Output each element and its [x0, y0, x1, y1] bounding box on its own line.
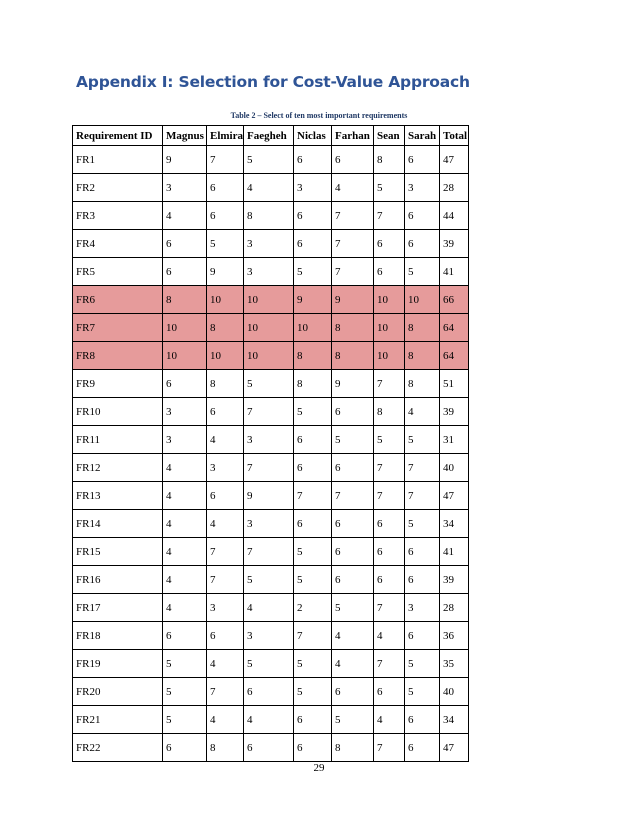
cell-elmira: 8 [207, 314, 244, 342]
cell-sean: 8 [374, 398, 405, 426]
cell-niclas: 6 [294, 202, 332, 230]
cell-magnus: 5 [163, 706, 207, 734]
cell-farhan: 8 [332, 734, 374, 762]
cell-niclas: 6 [294, 146, 332, 174]
cell-sarah: 6 [405, 566, 440, 594]
cell-sean: 6 [374, 510, 405, 538]
cell-faegheh: 3 [244, 230, 294, 258]
cell-sean: 7 [374, 202, 405, 230]
cell-sean: 5 [374, 174, 405, 202]
cell-sarah: 6 [405, 706, 440, 734]
cell-sarah: 6 [405, 146, 440, 174]
cell-magnus: 8 [163, 286, 207, 314]
header-elmira: Elmira [207, 126, 244, 146]
cell-total: 47 [440, 146, 469, 174]
cell-niclas: 7 [294, 622, 332, 650]
cell-elmira: 6 [207, 482, 244, 510]
cell-faegheh: 5 [244, 146, 294, 174]
cell-magnus: 4 [163, 202, 207, 230]
cell-requirement-id: FR4 [73, 230, 163, 258]
table-row [73, 146, 469, 174]
cell-farhan: 6 [332, 678, 374, 706]
cell-requirement-id: FR3 [73, 202, 163, 230]
cell-total: 40 [440, 454, 469, 482]
table-row [73, 314, 469, 342]
cell-requirement-id: FR20 [73, 678, 163, 706]
cell-total: 41 [440, 538, 469, 566]
cell-total: 34 [440, 706, 469, 734]
cell-farhan: 7 [332, 202, 374, 230]
cell-sarah: 7 [405, 482, 440, 510]
cell-elmira: 7 [207, 678, 244, 706]
cell-faegheh: 6 [244, 734, 294, 762]
cell-total: 44 [440, 202, 469, 230]
cell-faegheh: 5 [244, 566, 294, 594]
table-row [73, 650, 469, 678]
cell-farhan: 5 [332, 426, 374, 454]
cell-sarah: 3 [405, 594, 440, 622]
cell-requirement-id: FR15 [73, 538, 163, 566]
cell-faegheh: 5 [244, 650, 294, 678]
table-row [73, 482, 469, 510]
table-row [73, 566, 469, 594]
cell-sean: 6 [374, 538, 405, 566]
cell-magnus: 4 [163, 594, 207, 622]
cell-sarah: 5 [405, 258, 440, 286]
cell-requirement-id: FR12 [73, 454, 163, 482]
cell-faegheh: 8 [244, 202, 294, 230]
cell-total: 64 [440, 342, 469, 370]
header-sarah: Sarah [405, 126, 440, 146]
cell-niclas: 6 [294, 426, 332, 454]
cell-magnus: 6 [163, 370, 207, 398]
cell-magnus: 9 [163, 146, 207, 174]
cell-niclas: 5 [294, 258, 332, 286]
cell-elmira: 4 [207, 706, 244, 734]
cell-magnus: 10 [163, 314, 207, 342]
cell-requirement-id: FR22 [73, 734, 163, 762]
table-caption: Table 2 – Select of ten most important requirements [230, 111, 408, 120]
cell-faegheh: 4 [244, 706, 294, 734]
cell-elmira: 8 [207, 734, 244, 762]
cell-niclas: 5 [294, 566, 332, 594]
cell-requirement-id: FR7 [73, 314, 163, 342]
cell-total: 47 [440, 734, 469, 762]
cell-elmira: 4 [207, 510, 244, 538]
cell-elmira: 10 [207, 286, 244, 314]
table-row [73, 538, 469, 566]
cell-requirement-id: FR2 [73, 174, 163, 202]
cell-farhan: 7 [332, 230, 374, 258]
cell-elmira: 3 [207, 454, 244, 482]
table-row [73, 454, 469, 482]
cell-magnus: 4 [163, 454, 207, 482]
cell-sean: 7 [374, 370, 405, 398]
cell-sarah: 10 [405, 286, 440, 314]
cell-faegheh: 7 [244, 398, 294, 426]
cell-faegheh: 5 [244, 370, 294, 398]
cell-magnus: 6 [163, 258, 207, 286]
cell-farhan: 5 [332, 594, 374, 622]
cell-total: 40 [440, 678, 469, 706]
cell-sean: 10 [374, 286, 405, 314]
cell-farhan: 6 [332, 398, 374, 426]
cell-total: 34 [440, 510, 469, 538]
cell-niclas: 9 [294, 286, 332, 314]
header-requirement-id: Requirement ID [73, 126, 163, 146]
cell-faegheh: 6 [244, 678, 294, 706]
cell-faegheh: 3 [244, 510, 294, 538]
cell-faegheh: 4 [244, 174, 294, 202]
cell-sarah: 5 [405, 426, 440, 454]
cell-magnus: 3 [163, 174, 207, 202]
table-row [73, 734, 469, 762]
cell-niclas: 5 [294, 538, 332, 566]
appendix-heading: Appendix I: Selection for Cost-Value Approach [76, 73, 470, 91]
cell-total: 66 [440, 286, 469, 314]
cell-farhan: 8 [332, 314, 374, 342]
cell-niclas: 6 [294, 230, 332, 258]
cell-farhan: 6 [332, 454, 374, 482]
table-row [73, 426, 469, 454]
cell-sarah: 5 [405, 678, 440, 706]
cell-faegheh: 10 [244, 314, 294, 342]
cell-faegheh: 10 [244, 286, 294, 314]
cell-faegheh: 9 [244, 482, 294, 510]
cell-sean: 6 [374, 258, 405, 286]
header-farhan: Farhan [332, 126, 374, 146]
cell-total: 39 [440, 566, 469, 594]
cell-elmira: 7 [207, 538, 244, 566]
cell-sean: 10 [374, 342, 405, 370]
cell-sean: 6 [374, 230, 405, 258]
cell-requirement-id: FR16 [73, 566, 163, 594]
header-total: Total [440, 126, 469, 146]
cell-total: 47 [440, 482, 469, 510]
cell-sarah: 6 [405, 538, 440, 566]
cell-elmira: 6 [207, 398, 244, 426]
cell-faegheh: 10 [244, 342, 294, 370]
cell-magnus: 4 [163, 566, 207, 594]
cell-total: 28 [440, 174, 469, 202]
cell-farhan: 4 [332, 622, 374, 650]
header-faegheh: Faegheh [244, 126, 294, 146]
cell-farhan: 6 [332, 146, 374, 174]
cell-sean: 4 [374, 706, 405, 734]
page-number: 29 [313, 762, 325, 774]
cell-elmira: 7 [207, 566, 244, 594]
cell-total: 31 [440, 426, 469, 454]
cell-magnus: 5 [163, 650, 207, 678]
cell-requirement-id: FR18 [73, 622, 163, 650]
cell-sarah: 3 [405, 174, 440, 202]
cell-niclas: 6 [294, 706, 332, 734]
cell-sean: 8 [374, 146, 405, 174]
cell-sarah: 6 [405, 622, 440, 650]
cell-requirement-id: FR1 [73, 146, 163, 174]
cell-niclas: 5 [294, 678, 332, 706]
cell-sarah: 8 [405, 342, 440, 370]
cell-magnus: 10 [163, 342, 207, 370]
cell-elmira: 6 [207, 174, 244, 202]
cell-sean: 6 [374, 566, 405, 594]
cell-farhan: 7 [332, 482, 374, 510]
cell-requirement-id: FR14 [73, 510, 163, 538]
cell-faegheh: 3 [244, 258, 294, 286]
cell-faegheh: 7 [244, 454, 294, 482]
table-row [73, 342, 469, 370]
cell-total: 64 [440, 314, 469, 342]
cell-magnus: 3 [163, 426, 207, 454]
cell-farhan: 4 [332, 650, 374, 678]
cell-sean: 7 [374, 482, 405, 510]
table-row [73, 622, 469, 650]
cell-elmira: 4 [207, 426, 244, 454]
table-row [73, 286, 469, 314]
cell-niclas: 6 [294, 454, 332, 482]
cell-niclas: 8 [294, 342, 332, 370]
cell-elmira: 8 [207, 370, 244, 398]
cell-elmira: 3 [207, 594, 244, 622]
cell-total: 35 [440, 650, 469, 678]
table-row [73, 174, 469, 202]
cell-faegheh: 3 [244, 426, 294, 454]
cell-total: 41 [440, 258, 469, 286]
cell-sean: 7 [374, 650, 405, 678]
cell-magnus: 3 [163, 398, 207, 426]
cell-niclas: 5 [294, 650, 332, 678]
cell-requirement-id: FR5 [73, 258, 163, 286]
cell-faegheh: 3 [244, 622, 294, 650]
table-row [73, 678, 469, 706]
cell-total: 36 [440, 622, 469, 650]
header-magnus: Magnus [163, 126, 207, 146]
cell-niclas: 5 [294, 398, 332, 426]
cell-sean: 10 [374, 314, 405, 342]
cell-sarah: 6 [405, 734, 440, 762]
cell-magnus: 6 [163, 230, 207, 258]
cell-elmira: 10 [207, 342, 244, 370]
cell-sean: 4 [374, 622, 405, 650]
cell-requirement-id: FR21 [73, 706, 163, 734]
cell-elmira: 7 [207, 146, 244, 174]
table-body [73, 146, 469, 762]
cell-total: 28 [440, 594, 469, 622]
cell-magnus: 4 [163, 538, 207, 566]
cell-sarah: 7 [405, 454, 440, 482]
cell-niclas: 6 [294, 510, 332, 538]
cell-elmira: 6 [207, 202, 244, 230]
table-row [73, 510, 469, 538]
cell-elmira: 4 [207, 650, 244, 678]
cell-magnus: 6 [163, 622, 207, 650]
cell-farhan: 9 [332, 370, 374, 398]
cell-farhan: 6 [332, 566, 374, 594]
cell-sarah: 4 [405, 398, 440, 426]
cell-niclas: 10 [294, 314, 332, 342]
table-row [73, 398, 469, 426]
cell-farhan: 9 [332, 286, 374, 314]
cell-niclas: 2 [294, 594, 332, 622]
table-row [73, 202, 469, 230]
cell-farhan: 6 [332, 538, 374, 566]
cell-sarah: 8 [405, 314, 440, 342]
cell-elmira: 6 [207, 622, 244, 650]
cell-niclas: 8 [294, 370, 332, 398]
cell-niclas: 6 [294, 734, 332, 762]
cell-requirement-id: FR19 [73, 650, 163, 678]
cell-farhan: 6 [332, 510, 374, 538]
cell-requirement-id: FR17 [73, 594, 163, 622]
cell-requirement-id: FR11 [73, 426, 163, 454]
cell-sarah: 8 [405, 370, 440, 398]
table-row [73, 370, 469, 398]
header-niclas: Niclas [294, 126, 332, 146]
cell-total: 39 [440, 230, 469, 258]
cell-niclas: 7 [294, 482, 332, 510]
cell-sarah: 6 [405, 230, 440, 258]
cell-farhan: 8 [332, 342, 374, 370]
cell-magnus: 5 [163, 678, 207, 706]
table-row [73, 230, 469, 258]
cell-sean: 6 [374, 678, 405, 706]
cell-requirement-id: FR10 [73, 398, 163, 426]
cell-elmira: 9 [207, 258, 244, 286]
cell-requirement-id: FR9 [73, 370, 163, 398]
cell-niclas: 3 [294, 174, 332, 202]
cell-faegheh: 4 [244, 594, 294, 622]
table-header-row [73, 126, 469, 146]
cell-farhan: 5 [332, 706, 374, 734]
cell-total: 39 [440, 398, 469, 426]
cell-magnus: 4 [163, 482, 207, 510]
requirements-table [72, 125, 469, 762]
cell-requirement-id: FR8 [73, 342, 163, 370]
cell-sarah: 5 [405, 650, 440, 678]
cell-sarah: 6 [405, 202, 440, 230]
table-row [73, 706, 469, 734]
cell-sean: 7 [374, 734, 405, 762]
cell-sarah: 5 [405, 510, 440, 538]
cell-sean: 7 [374, 454, 405, 482]
cell-requirement-id: FR6 [73, 286, 163, 314]
cell-sean: 5 [374, 426, 405, 454]
cell-faegheh: 7 [244, 538, 294, 566]
cell-magnus: 4 [163, 510, 207, 538]
table-row [73, 594, 469, 622]
cell-farhan: 7 [332, 258, 374, 286]
cell-sean: 7 [374, 594, 405, 622]
cell-total: 51 [440, 370, 469, 398]
cell-farhan: 4 [332, 174, 374, 202]
table-row [73, 258, 469, 286]
cell-magnus: 6 [163, 734, 207, 762]
header-sean: Sean [374, 126, 405, 146]
cell-requirement-id: FR13 [73, 482, 163, 510]
cell-elmira: 5 [207, 230, 244, 258]
